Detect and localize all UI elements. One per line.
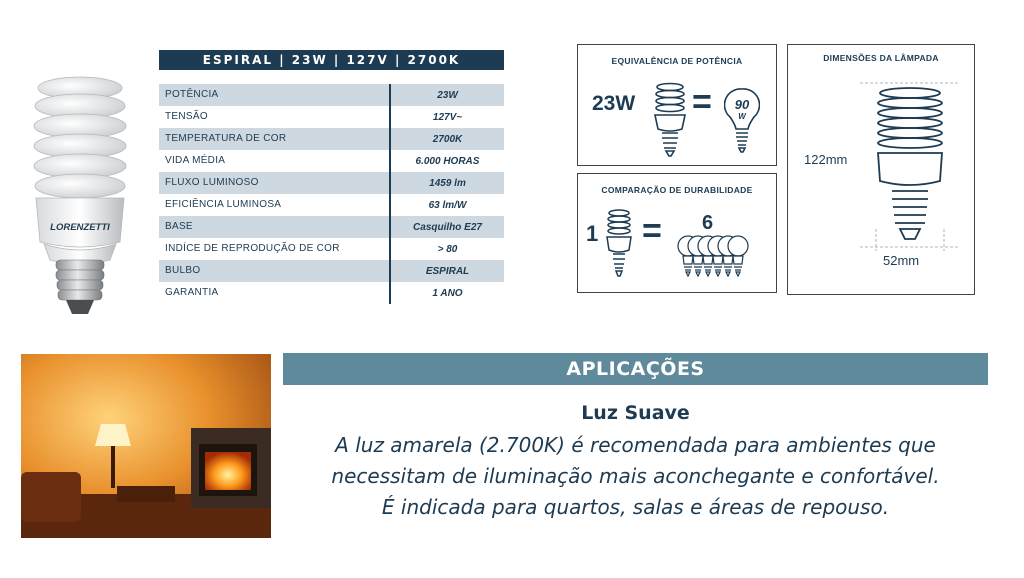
spec-table: [159, 84, 504, 304]
spec-value: 1459 lm: [429, 177, 466, 189]
incandescent-watts: 90: [734, 97, 750, 112]
spec-label: POTÊNCIA: [159, 84, 391, 106]
spec-label: VIDA MÉDIA: [159, 150, 391, 172]
spec-label: TENSÃO: [159, 106, 391, 128]
spec-value: Casquilho E27: [413, 221, 482, 233]
dimensions-title: DIMENSÕES DA LÂMPADA: [823, 53, 939, 63]
dimension-width: 52mm: [883, 253, 920, 268]
application-text-line: A luz amarela (2.700K) é recomendada para ambientes que: [335, 433, 936, 457]
cfl-count: 1: [586, 221, 599, 246]
spec-value: 6.000 HORAS: [415, 155, 480, 167]
spec-row: [159, 106, 504, 128]
living-room-photo: [21, 354, 271, 538]
incandescent-bulb-icon: [724, 87, 760, 153]
spec-label: INDÍCE DE REPRODUÇÃO DE COR: [159, 238, 391, 260]
durability-title: COMPARAÇÃO DE DURABILIDADE: [601, 185, 753, 195]
spec-value: 1 ANO: [432, 287, 463, 299]
incandescent-count: 6: [702, 212, 714, 234]
application-text-line: É indicada para quartos, salas e áreas de repouso.: [381, 495, 890, 519]
spec-label: GARANTIA: [159, 282, 391, 304]
incandescent-bulbs-group-icon: [676, 234, 752, 278]
spec-label: FLUXO LUMINOSO: [159, 172, 391, 194]
spec-value: 2700K: [432, 133, 463, 145]
spec-label: BULBO: [159, 260, 391, 282]
lamp-dimension-drawing: [860, 79, 960, 251]
power-equivalence-title: EQUIVALÊNCIA DE POTÊNCIA: [611, 56, 743, 66]
incandescent-unit: W: [738, 112, 746, 121]
equals-sign: =: [642, 212, 662, 250]
spec-row: [159, 238, 504, 260]
spec-row: [159, 194, 504, 216]
equals-sign: =: [692, 83, 712, 121]
application-subtitle: Luz Suave: [581, 402, 690, 424]
dimension-height: 122mm: [804, 152, 848, 167]
spec-value: 127V~: [432, 111, 463, 123]
spec-row: [159, 216, 504, 238]
spec-value: 23W: [437, 89, 458, 101]
spec-value: > 80: [437, 243, 458, 255]
spec-value: 63 lm/W: [428, 199, 467, 211]
spec-row: [159, 128, 504, 150]
cfl-bulb-icon: [604, 208, 634, 278]
durability-box: [577, 173, 777, 293]
spec-row: [159, 172, 504, 194]
spec-row: [159, 84, 504, 106]
spec-label: BASE: [159, 216, 391, 238]
spec-row: [159, 282, 504, 304]
spec-label: EFICIÊNCIA LUMINOSA: [159, 194, 391, 216]
spec-row: [159, 260, 504, 282]
dimensions-box: [787, 44, 975, 295]
application-text-line: necessitam de iluminação mais aconchegante e confortável.: [331, 464, 940, 488]
spec-row: [159, 150, 504, 172]
cfl-bulb-icon: [652, 81, 688, 159]
spec-label: TEMPERATURA DE COR: [159, 128, 391, 150]
spec-table-header: ESPIRAL | 23W | 127V | 2700K: [159, 50, 504, 70]
power-equivalence-box: [577, 44, 777, 166]
cfl-watts: 23W: [592, 92, 636, 115]
brand-logo: LORENZETTI: [50, 222, 110, 233]
applications-header: APLICAÇÕES: [283, 353, 988, 385]
spec-value: ESPIRAL: [425, 265, 470, 277]
product-bulb-image: [30, 70, 130, 320]
